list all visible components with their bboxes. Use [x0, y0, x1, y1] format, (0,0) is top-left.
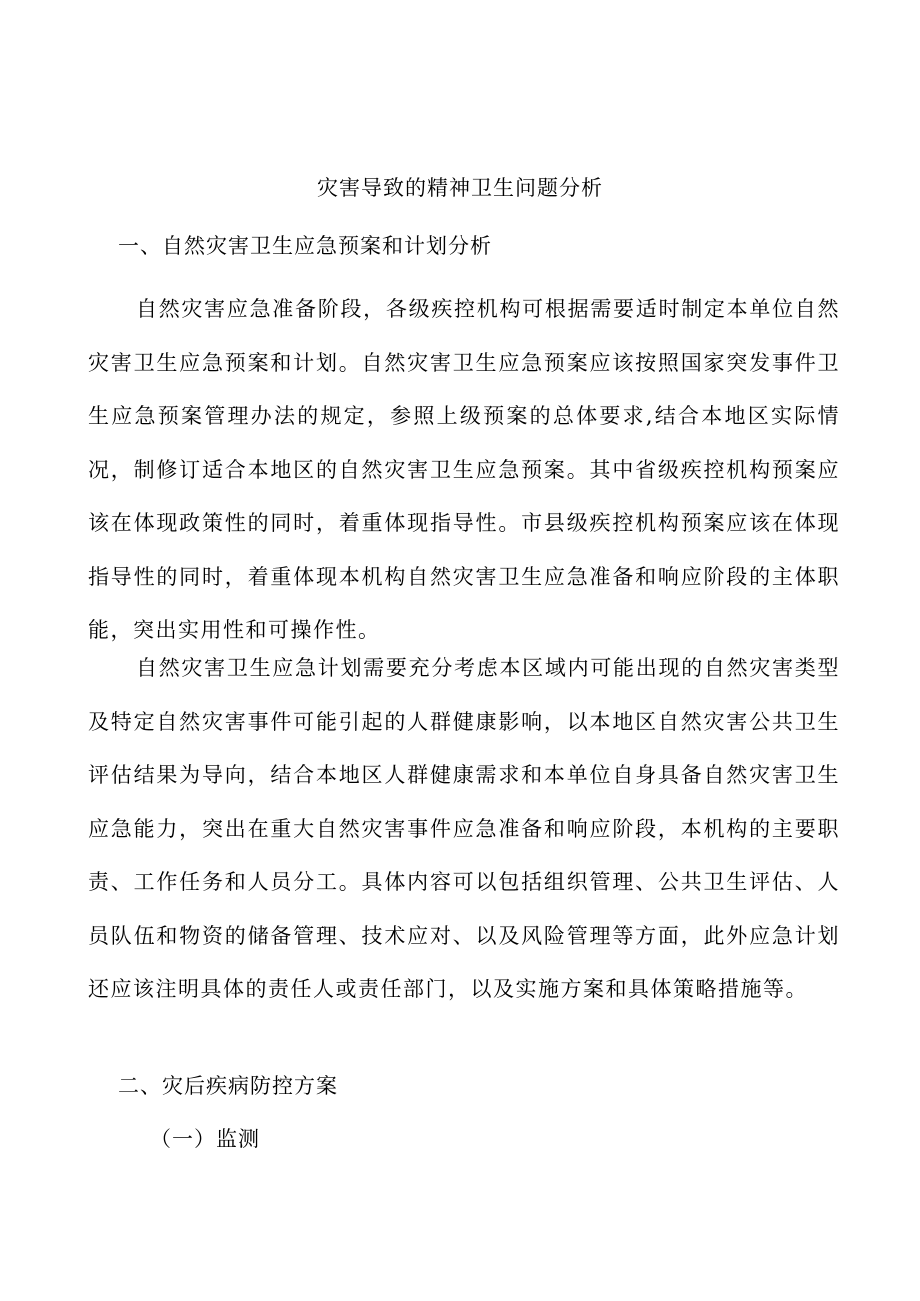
paragraph-2: 自然灾害卫生应急计划需要充分考虑本区域内可能出现的自然灾害类型及特定自然灾害事件可能引起的人群健康影响，以本地区自然灾害公共卫生评估结果为导向，结合本地区人群健康需求和本单位自身具备自然灾害卫生应急能力，突出在重大自然灾害事件应急准备和响应阶段，本机构的主要职责、工作任务和人员分工。具体内容可以包括组织管理、公共卫生评估、人员队伍和物资的储备管理、技术应对、以及风险管理等方面，此外应急计划还应该注明具体的责任人或责任部门，以及实施方案和具体策略措施等。 [88, 656, 840, 1001]
subsection-heading-monitoring: （一）监测 [150, 1127, 260, 1151]
section-heading-1: 一、自然灾害卫生应急预案和计划分析 [118, 234, 492, 258]
paragraph-1: 自然灾害应急准备阶段，各级疾控机构可根据需要适时制定本单位自然灾害卫生应急预案和计划。自然灾害卫生应急预案应该按照国家突发事件卫生应急预案管理办法的规定，参照上级预案的总体要求,结合本地区实际情况，制修订适合本地区的自然灾害卫生应急预案。其中省级疾控机构预案应该在体现政策性的同时，着重体现指导性。市县级疾控机构预案应该在体现指导性的同时，着重体现本机构自然灾害卫生应急准备和响应阶段的主体职能，突出实用性和可操作性。 [88, 297, 840, 642]
document-title: 灾害导致的精神卫生问题分析 [317, 176, 603, 200]
section-heading-2: 二、灾后疾病防控方案 [118, 1074, 338, 1098]
